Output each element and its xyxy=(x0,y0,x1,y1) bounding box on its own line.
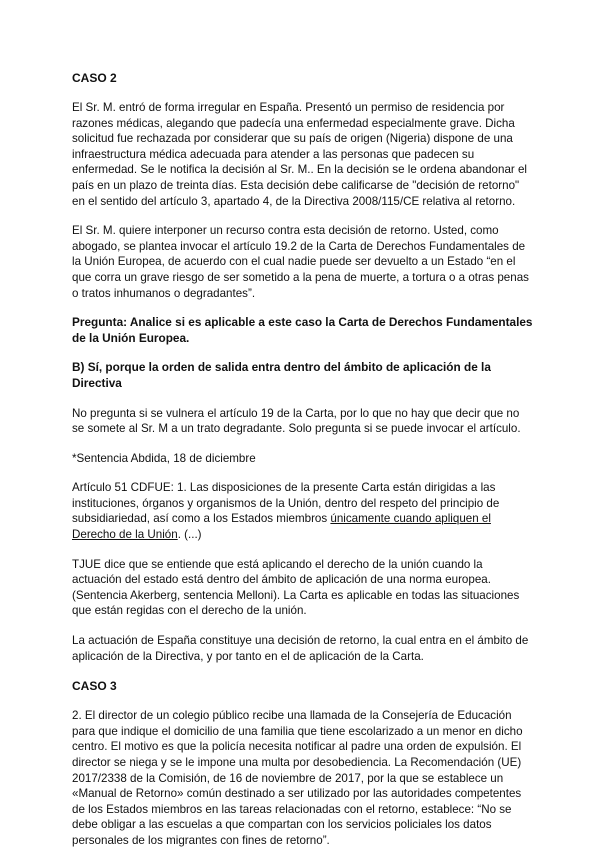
caso2-paragraph-article51 xyxy=(72,480,534,542)
caso2-paragraph-note: No pregunta si se vulnera el artículo 19 de la Carta, por lo que no hay que decir que no se somete al Sr. M a un trato degradante. Solo pregunta si se puede invocar el artículo. xyxy=(72,406,521,436)
caso2-paragraph-tjue: TJUE dice que se entiende que está aplicando el derecho de la unión cuando la actuación del estado está dentro del ámbito de aplicación de una norma europea. (Sentencia Akerberg, sentencia Melloni). La Carta es aplicable en todas las situaciones que están regidas con el derecho de la unión. xyxy=(72,557,520,618)
article51-text-end: . (...) xyxy=(177,528,202,542)
article51-underlined-text: únicamente cuando apliquen el Derecho de la Unión xyxy=(72,512,491,542)
caso3-heading: CASO 3 xyxy=(72,679,117,694)
caso2-paragraph-citation: *Sentencia Abdida, 18 de diciembre xyxy=(72,451,256,465)
caso2-paragraph-appeal: El Sr. M. quiere interponer un recurso contra esta decisión de retorno. Usted, como abogado, se plantea invocar el artículo 19.2 de la Carta de Derechos Fundamentales de la Unión Europea, de acuerdo con el cual nadie puede ser devuelto a un Estado “en el que corra un grave riesgo de ser sometido a la pena de muerte, a tortura o a otras penas o tratos inhumanos o degradantes”. xyxy=(72,224,529,300)
caso3-paragraph-facts: 2. El director de un colegio público recibe una llamada de la Consejería de Educación para que indique el domicilio de una familia que tiene escolarizado a un menor en dicho centro. El motivo es que la policía necesita notificar al padre una orden de expulsión. El director se niega y se le impone una multa por desobediencia. La Recomendación (UE) 2017/2338 de la Comisión, de 16 de noviembre de 2017, por la que se establece un «Manual de Retorno» común destinado a ser utilizado por las autoridades competentes de los Estados miembros en las tareas relacionadas con el retorno, establece: “No se debe obligar a las escuelas a que compartan con los servicios policiales los datos personales de los migrantes con fines de retorno”. xyxy=(72,709,523,847)
caso2-paragraph-conclusion: La actuación de España constituye una decisión de retorno, la cual entra en el ámbito de aplicación de la Directiva, y por tanto en el de aplicación de la Carta. xyxy=(72,634,529,663)
caso2-question: Pregunta: Analice si es aplicable a este caso la Carta de Derechos Fundamentales de la Unión Europea. xyxy=(72,315,533,345)
article51-text-start: Artículo 51 CDFUE: 1. Las disposiciones de la presente Carta están dirigidas a las instituciones, órganos y organismos de la Unión, dentro del respeto del principio de subsidiariedad, así como a los Estados miembros xyxy=(72,481,500,526)
caso2-answer: B) Sí, porque la orden de salida entra dentro del ámbito de aplicación de la Directiva xyxy=(72,360,491,390)
caso2-heading: CASO 2 xyxy=(72,71,117,85)
caso2-paragraph-facts: El Sr. M. entró de forma irregular en España. Presentó un permiso de residencia por razones médicas, alegando que padecía una enfermedad especialmente grave. Dicha solicitud fue rechazada por considerar que su país de origen (Nigeria) dispone de una infraestructura médica adecuada para atender a las personas que padecen su enfermedad. Se le notifica la decisión al Sr. M.. En la decisión se le ordena abandonar el país en un plazo de treinta días. Esta decisión debe calificarse de "decisión de retorno" en el sentido del artículo 3, apartado 4, de la Directiva 2008/115/CE relativa al retorno. xyxy=(72,101,528,208)
